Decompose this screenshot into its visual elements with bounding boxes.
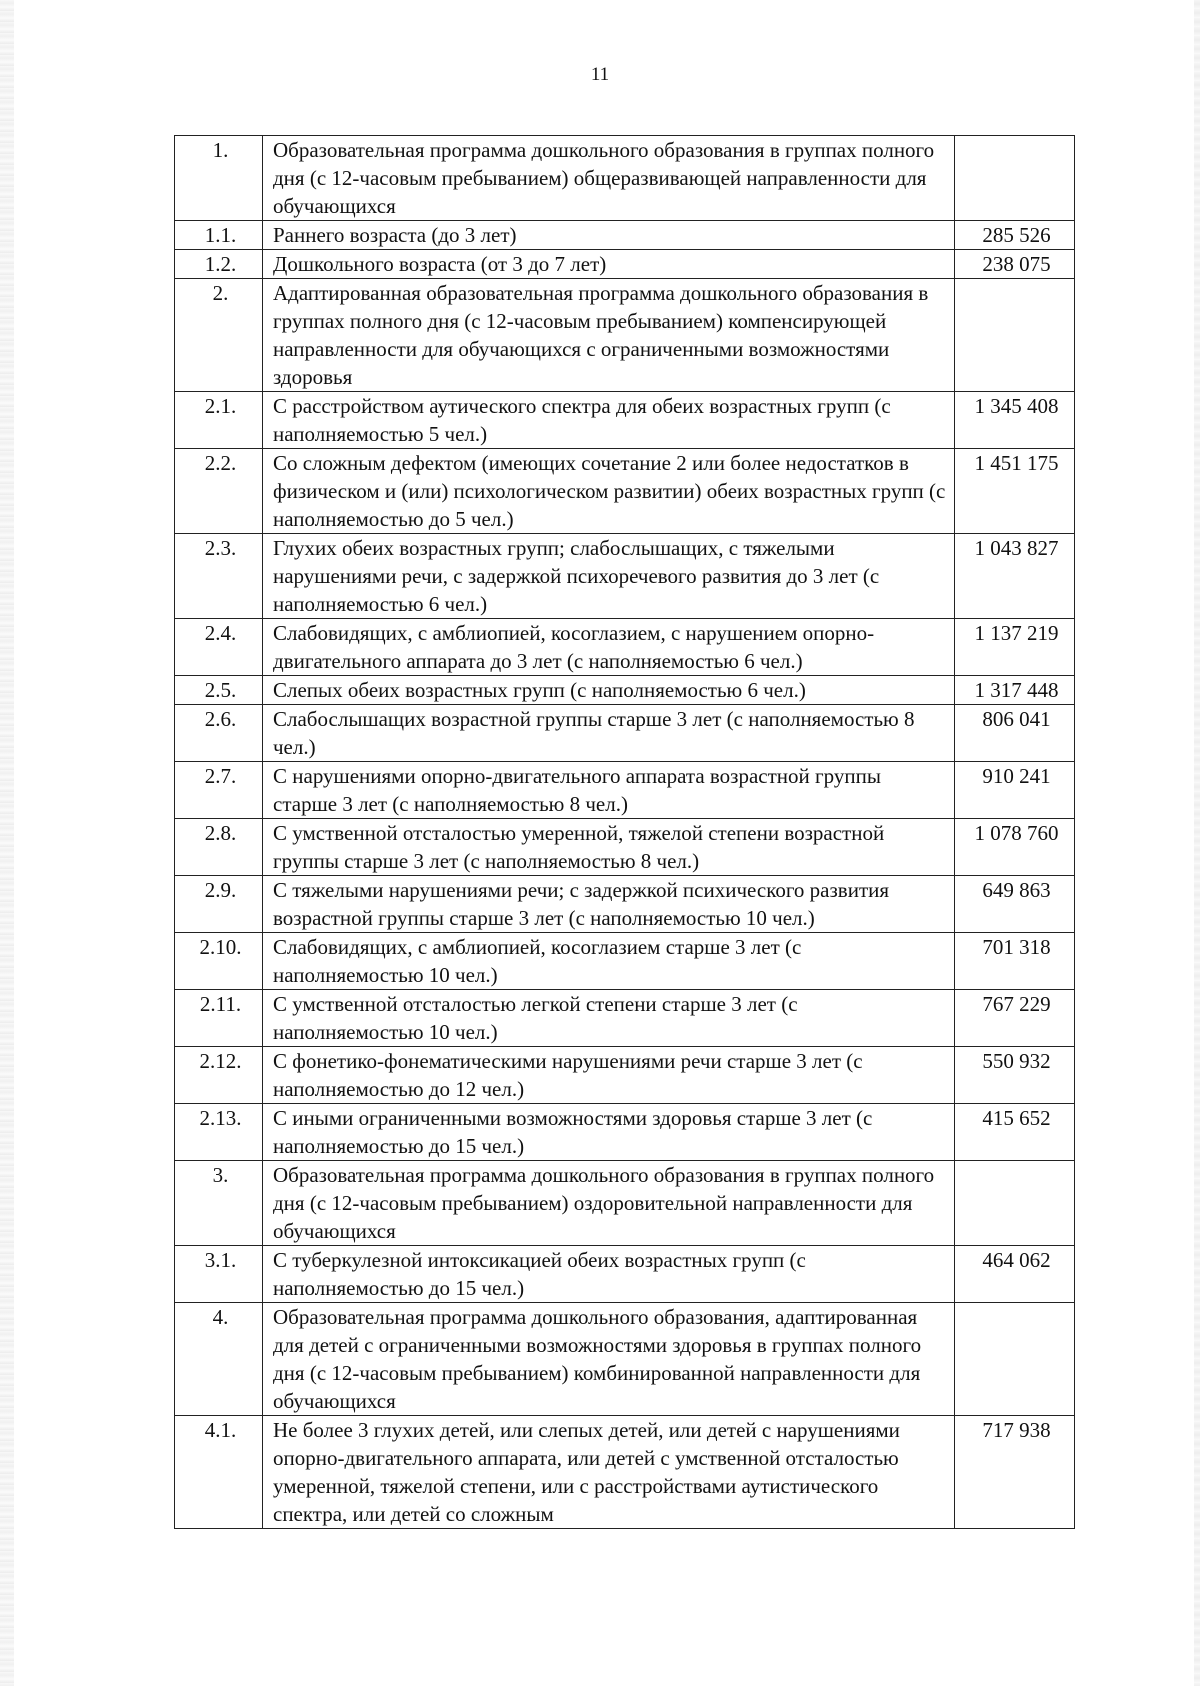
row-amount <box>955 1161 1075 1246</box>
row-number: 2. <box>175 279 263 392</box>
rates-table-body <box>175 136 1075 1529</box>
page-number: 11 <box>590 64 610 85</box>
row-amount: 1 451 175 <box>955 449 1075 534</box>
row-number: 2.12. <box>175 1047 263 1104</box>
table-row <box>175 1047 1075 1104</box>
row-amount: 649 863 <box>955 876 1075 933</box>
row-number: 2.2. <box>175 449 263 534</box>
row-number: 3.1. <box>175 1246 263 1303</box>
row-amount: 1 317 448 <box>955 676 1075 705</box>
row-description: С умственной отсталостью умеренной, тяжелой степени возрастной группы старше 3 лет (с наполняемостью 8 чел.) <box>263 819 955 876</box>
row-description: Слепых обеих возрастных групп (с наполняемостью 6 чел.) <box>263 676 955 705</box>
table-row <box>175 1416 1075 1529</box>
table-row <box>175 1246 1075 1303</box>
row-description: Образовательная программа дошкольного образования в группах полного дня (с 12-часовым пребыванием) общеразвивающей направленности для обучающихся <box>263 136 955 221</box>
row-amount: 701 318 <box>955 933 1075 990</box>
table-row <box>175 279 1075 392</box>
row-number: 1.1. <box>175 221 263 250</box>
row-number: 4. <box>175 1303 263 1416</box>
row-amount <box>955 136 1075 221</box>
row-description: С фонетико-фонематическими нарушениями речи старше 3 лет (с наполняемостью до 12 чел.) <box>263 1047 955 1104</box>
row-number: 2.9. <box>175 876 263 933</box>
table-row <box>175 705 1075 762</box>
row-number: 2.13. <box>175 1104 263 1161</box>
row-description: Дошкольного возраста (от 3 до 7 лет) <box>263 250 955 279</box>
rates-table <box>174 135 1075 1529</box>
row-number: 2.10. <box>175 933 263 990</box>
table-row <box>175 876 1075 933</box>
row-description: С иными ограниченными возможностями здоровья старше 3 лет (с наполняемостью до 15 чел.) <box>263 1104 955 1161</box>
row-amount <box>955 279 1075 392</box>
row-number: 2.5. <box>175 676 263 705</box>
row-description: Образовательная программа дошкольного образования, адаптированная для детей с ограниченными возможностями здоровья в группах полного дня (с 12-часовым пребыванием) комбинированной направленности для обучающихся <box>263 1303 955 1416</box>
row-description: С умственной отсталостью легкой степени старше 3 лет (с наполняемостью 10 чел.) <box>263 990 955 1047</box>
row-description: Глухих обеих возрастных групп; слабослышащих, с тяжелыми нарушениями речи, с задержкой психоречевого развития до 3 лет (с наполняемостью 6 чел.) <box>263 534 955 619</box>
row-number: 2.7. <box>175 762 263 819</box>
row-description: Образовательная программа дошкольного образования в группах полного дня (с 12-часовым пребыванием) оздоровительной направленности для обучающихся <box>263 1161 955 1246</box>
row-amount: 285 526 <box>955 221 1075 250</box>
row-description: Слабовидящих, с амблиопией, косоглазием старше 3 лет (с наполняемостью 10 чел.) <box>263 933 955 990</box>
row-number: 2.6. <box>175 705 263 762</box>
row-amount: 806 041 <box>955 705 1075 762</box>
table-row <box>175 136 1075 221</box>
scan-edge-left <box>0 0 14 1686</box>
table-row <box>175 221 1075 250</box>
table-row <box>175 1161 1075 1246</box>
table-row <box>175 990 1075 1047</box>
table-row <box>175 1104 1075 1161</box>
row-number: 4.1. <box>175 1416 263 1529</box>
row-number: 1. <box>175 136 263 221</box>
row-amount: 1 137 219 <box>955 619 1075 676</box>
row-amount: 1 078 760 <box>955 819 1075 876</box>
row-amount: 415 652 <box>955 1104 1075 1161</box>
row-number: 2.4. <box>175 619 263 676</box>
row-amount: 717 938 <box>955 1416 1075 1529</box>
table-row <box>175 819 1075 876</box>
table-row <box>175 933 1075 990</box>
row-description: Адаптированная образовательная программа дошкольного образования в группах полного дня (с 12-часовым пребыванием) компенсирующей направленности для обучающихся с ограниченными возможностями здоровья <box>263 279 955 392</box>
row-number: 3. <box>175 1161 263 1246</box>
table-row <box>175 676 1075 705</box>
row-number: 2.1. <box>175 392 263 449</box>
row-number: 2.8. <box>175 819 263 876</box>
row-number: 1.2. <box>175 250 263 279</box>
row-amount: 238 075 <box>955 250 1075 279</box>
row-description: Слабовидящих, с амблиопией, косоглазием, с нарушением опорно-двигательного аппарата до 3 лет (с наполняемостью 6 чел.) <box>263 619 955 676</box>
row-amount <box>955 1303 1075 1416</box>
table-row <box>175 392 1075 449</box>
row-number: 2.3. <box>175 534 263 619</box>
row-amount: 550 932 <box>955 1047 1075 1104</box>
scan-edge-right <box>1194 0 1200 1686</box>
row-amount: 1 043 827 <box>955 534 1075 619</box>
table-row <box>175 1303 1075 1416</box>
row-description: С расстройством аутического спектра для обеих возрастных групп (с наполняемостью 5 чел.) <box>263 392 955 449</box>
row-description: С нарушениями опорно-двигательного аппарата возрастной группы старше 3 лет (с наполняемостью 8 чел.) <box>263 762 955 819</box>
row-amount: 1 345 408 <box>955 392 1075 449</box>
table-row <box>175 762 1075 819</box>
table-row <box>175 250 1075 279</box>
row-number: 2.11. <box>175 990 263 1047</box>
row-amount: 767 229 <box>955 990 1075 1047</box>
row-amount: 464 062 <box>955 1246 1075 1303</box>
table-row <box>175 619 1075 676</box>
row-description: Со сложным дефектом (имеющих сочетание 2 или более недостатков в физическом и (или) психологическом развитии) обеих возрастных групп (с наполняемостью до 5 чел.) <box>263 449 955 534</box>
row-description: С туберкулезной интоксикацией обеих возрастных групп (с наполняемостью до 15 чел.) <box>263 1246 955 1303</box>
table-row <box>175 449 1075 534</box>
row-description: Слабослышащих возрастной группы старше 3 лет (с наполняемостью 8 чел.) <box>263 705 955 762</box>
row-description: С тяжелыми нарушениями речи; с задержкой психического развития возрастной группы старше 3 лет (с наполняемостью 10 чел.) <box>263 876 955 933</box>
row-description: Раннего возраста (до 3 лет) <box>263 221 955 250</box>
row-amount: 910 241 <box>955 762 1075 819</box>
table-row <box>175 534 1075 619</box>
row-description: Не более 3 глухих детей, или слепых детей, или детей с нарушениями опорно-двигательного аппарата, или детей с умственной отсталостью умеренной, тяжелой степени, или с расстройствами аутистического спектра, или детей со сложным <box>263 1416 955 1529</box>
